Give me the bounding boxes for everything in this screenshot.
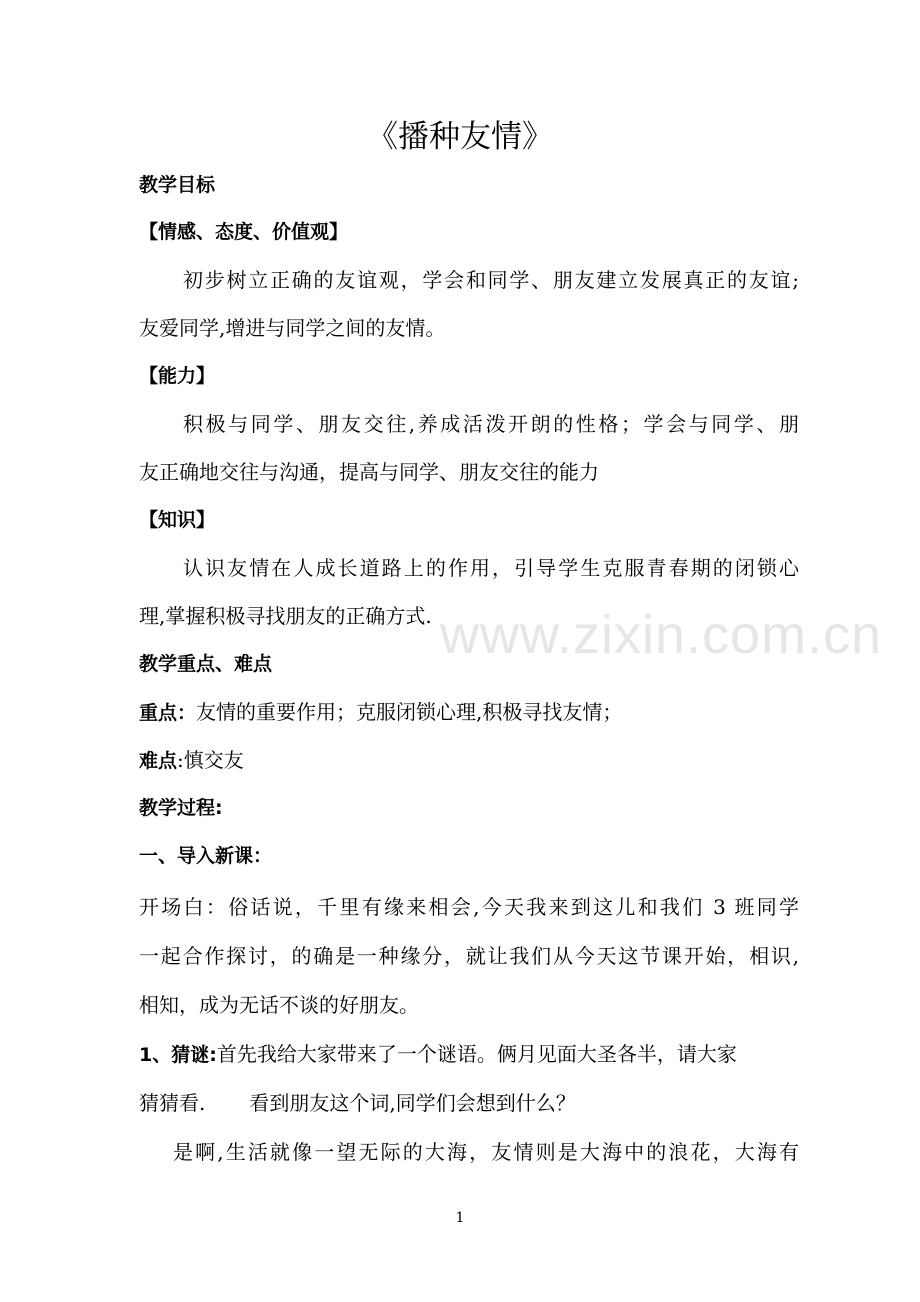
process-heading: 教学过程:: [139, 797, 223, 819]
intro-heading: 一、导入新课：: [139, 845, 273, 867]
closing-line: 是啊,生活就像一望无际的大海，友情则是大海中的浪花，大海有: [173, 1140, 799, 1164]
key-point-text: 友情的重要作用；克服闭锁心理,积极寻找友情；: [196, 700, 623, 724]
difficulty-label: 难点: [139, 750, 178, 772]
key-point-line: [139, 697, 799, 728]
riddle-text-2a: 猜猜看.: [139, 1091, 206, 1115]
teaching-goals-heading: 教学目标: [139, 174, 216, 196]
key-points-heading: 教学重点、难点: [139, 653, 273, 675]
knowledge-text-line-2: 理,掌握积极寻找朋友的正确方式.: [139, 604, 432, 628]
ability-heading: 【能力】: [139, 365, 216, 387]
difficulty-text: :慎交友: [177, 748, 244, 772]
opening-line-1: 开场白：俗话说，千里有缘来相会,今天我来到这儿和我们 3 班同学: [139, 895, 799, 919]
riddle-text-2b: 看到朋友这个词,同学们会想到什么？: [249, 1091, 576, 1115]
difficulty-line: [139, 745, 799, 776]
riddle-text-1: 首先我给大家带来了一个谜语。俩月见面大圣各半，请大家: [216, 1042, 737, 1066]
emotion-heading: 【情感、态度、价值观】: [139, 221, 349, 243]
emotion-text-line-1: 初步树立正确的友谊观，学会和同学、朋友建立发展真正的友谊;: [183, 268, 799, 292]
ability-text-line-2: 友正确地交往与沟通，提高与同学、朋友交往的能力: [139, 460, 599, 484]
emotion-text-line-2: 友爱同学,增进与同学之间的友情。: [139, 316, 446, 340]
key-point-label: 重点：: [139, 702, 197, 724]
riddle-line-2: [139, 1088, 799, 1118]
watermark: www.zixin.com.cn: [440, 605, 883, 665]
knowledge-heading: 【知识】: [139, 509, 216, 531]
knowledge-text-line-1: 认识友情在人成长道路上的作用，引导学生克服青春期的闭锁心: [183, 556, 799, 580]
riddle-line-1: [139, 1039, 799, 1070]
ability-text-line-1: 积极与同学、朋友交往,养成活泼开朗的性格；学会与同学、朋: [183, 412, 799, 436]
riddle-label: 1、猜谜:: [139, 1044, 217, 1066]
opening-line-2: 一起合作探讨，的确是一种缘分，就让我们从今天这节课开始，相识,: [139, 944, 799, 968]
page-number: 1: [455, 1210, 465, 1226]
opening-line-3: 相知，成为无话不谈的好朋友。: [139, 993, 419, 1017]
document-title: 《播种友情》: [367, 119, 553, 155]
